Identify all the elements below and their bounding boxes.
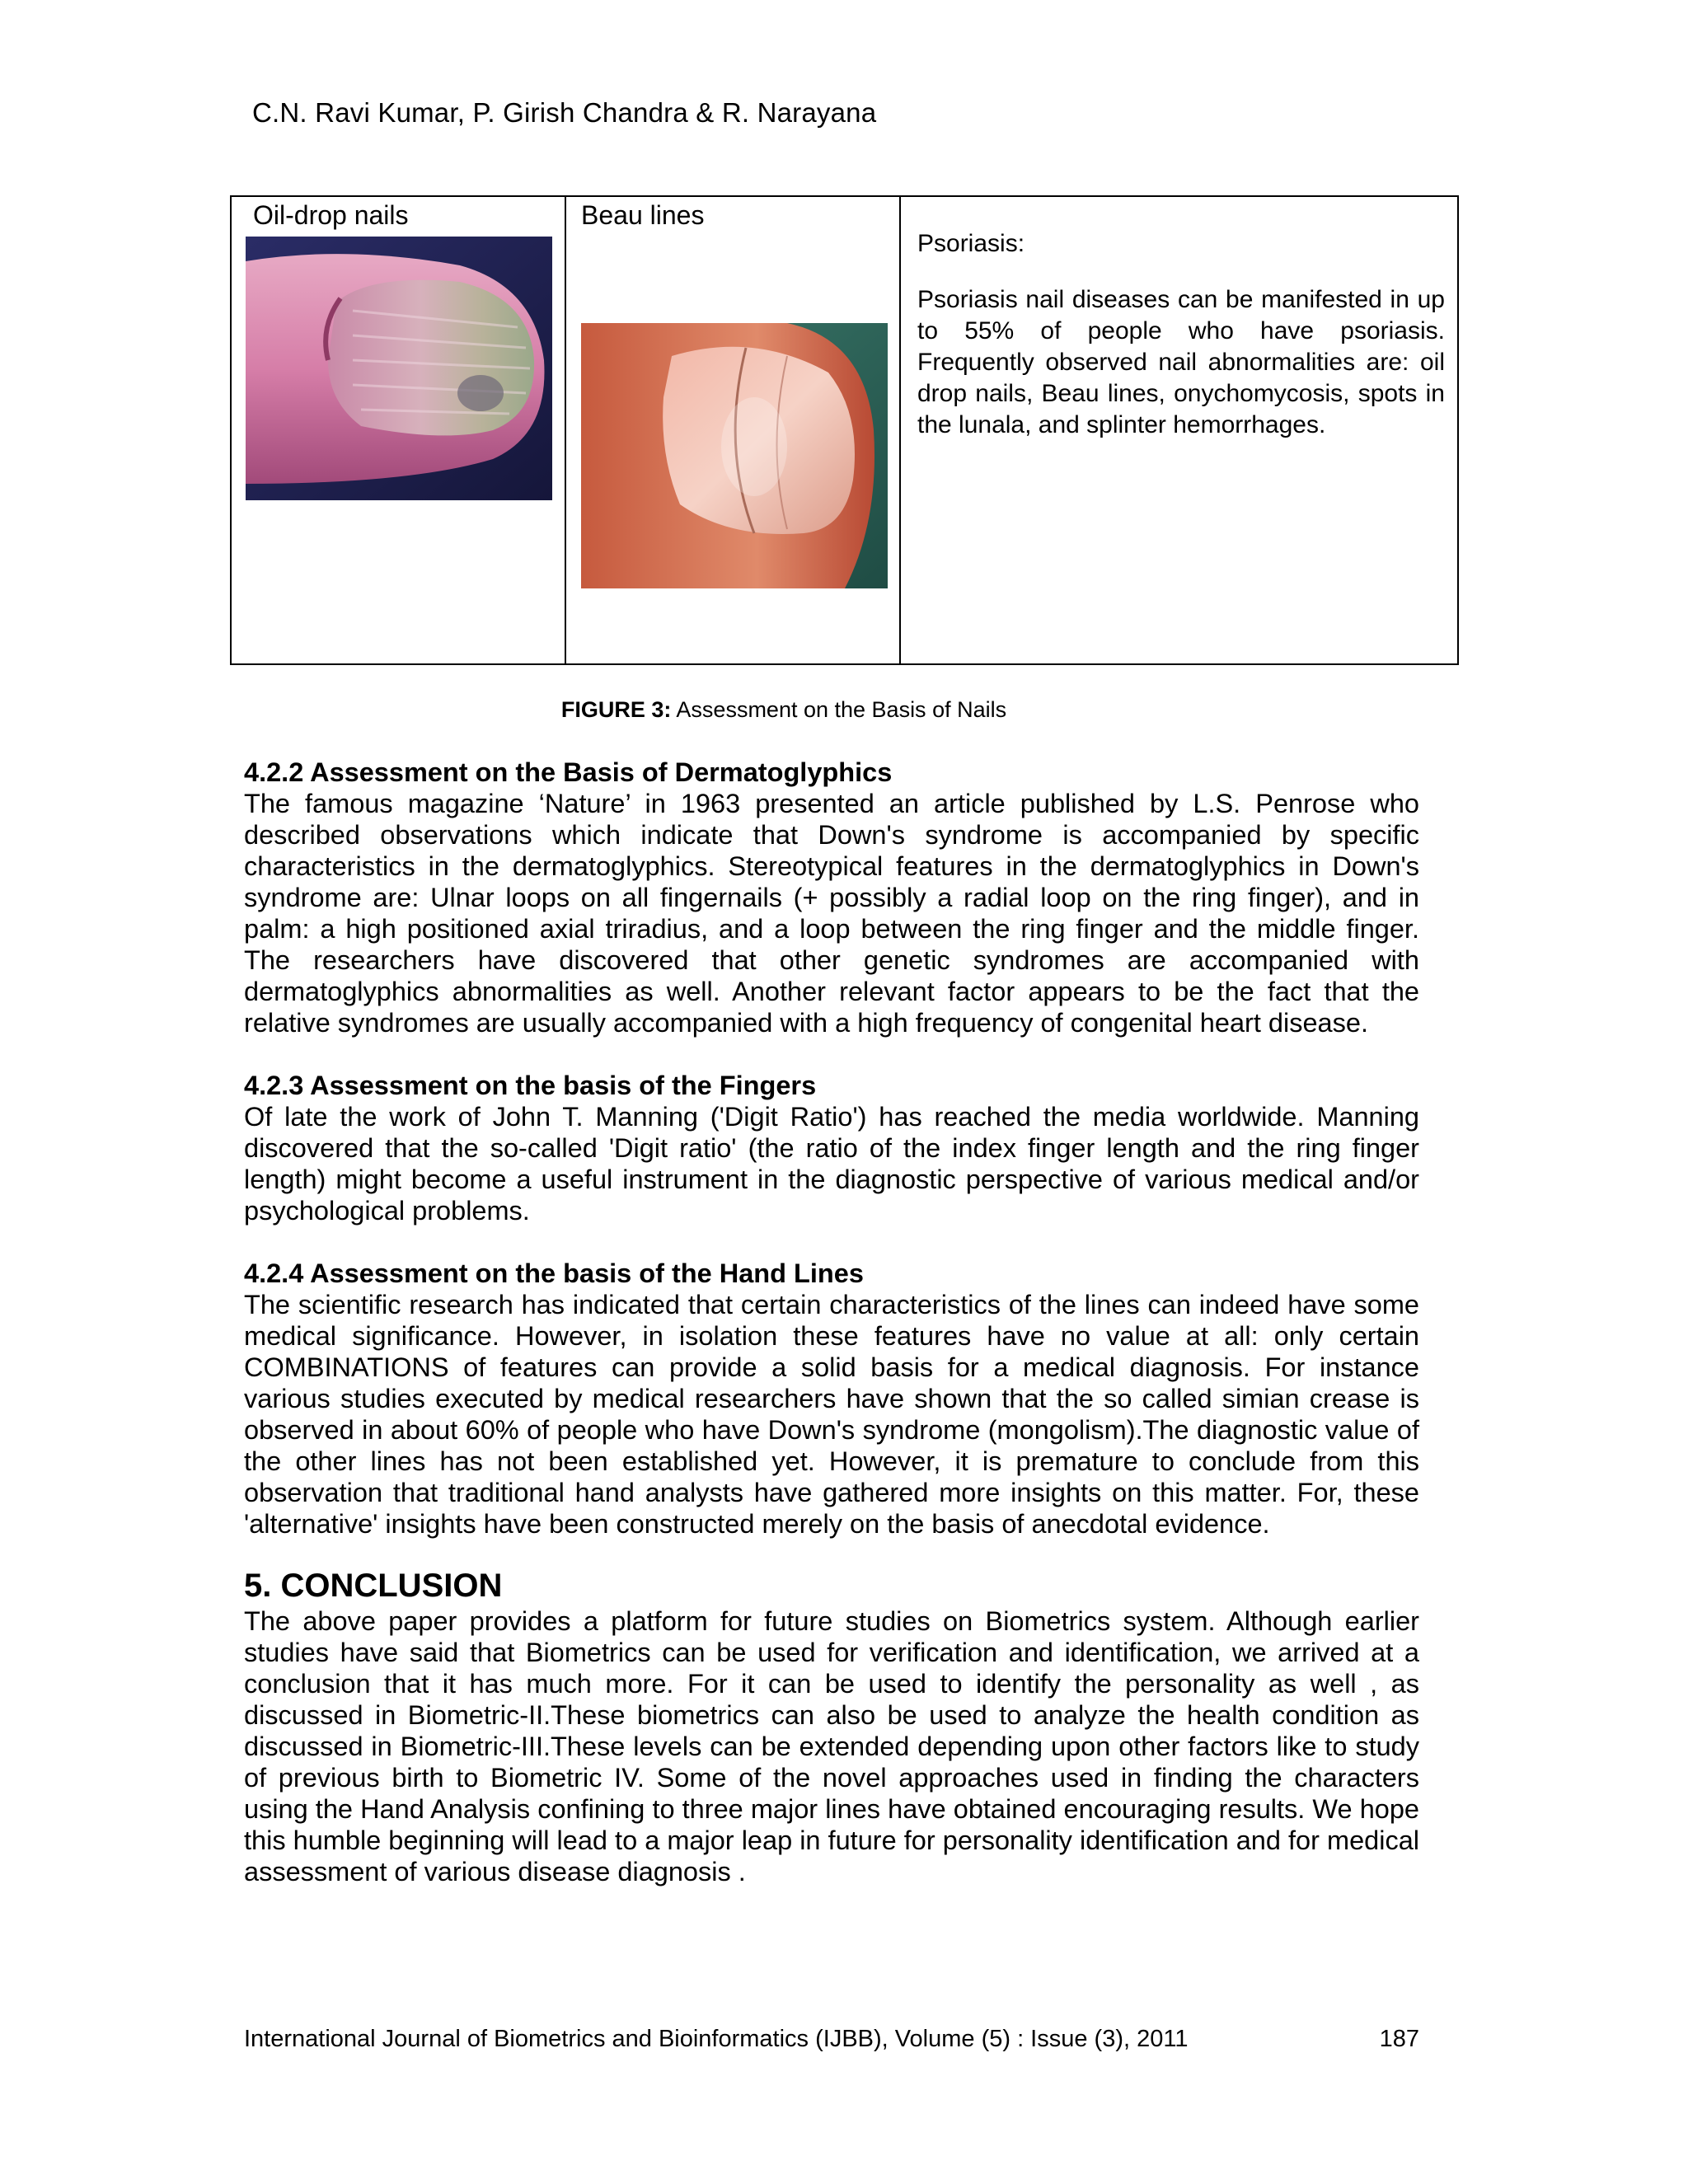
section-4-2-4-text: The scientific research has indicated that certain characteristics of the lines can indeed have some medical significance. However, in isolation these features have no value at all: only certain COMBINATIONS of features can provide a solid basis for a medical diagnosis. For instance various studies executed by medical researchers have shown that the so called simian crease is observed in about 60% of people who have Down's syndrome (mongolism).The diagnostic value of the other lines has not been established yet. However, it is premature to conclude from this observation that traditional hand analysts have gathered more insights on this matter. For, these 'alternative' insights have been constructed merely on the basis of anecdotal evidence. [244,1290,1419,1539]
psoriasis-heading: Psoriasis: [917,230,1025,257]
figure-table [230,195,1459,665]
beau-lines-nail-photo [581,323,888,588]
conclusion-heading: 5. CONCLUSION [244,1568,503,1604]
figure-cell-oil-drop [231,196,565,664]
figure-cell-beau-lines [565,196,900,664]
caption-label: FIGURE 3: [560,697,672,722]
running-head: C.N. Ravi Kumar, P. Girish Chandra & R. Narayana [252,97,877,128]
section-conclusion [244,1566,1419,1887]
footer-journal: International Journal of Biometrics and Bioinformatics (IJBB), Volume (5) : Issue (3), 2011 [244,2026,1189,2052]
section-4-2-3-text: Of late the work of John T. Manning ('Digit Ratio') has reached the media worldwide. Manning discovered that the so-called 'Digit ratio' (the ratio of the index finger length and the ring finger length) might become a useful instrument in the diagnostic perspective of various medical and/or psychological problems. [244,1102,1419,1226]
page-number: 187 [1379,2026,1419,2052]
page-footer [244,2026,1419,2053]
section-4-2-2 [244,757,1419,1038]
section-4-2-3 [244,1070,1419,1226]
figure-caption [0,697,1568,723]
section-4-2-2-heading: 4.2.2 Assessment on the Basis of Dermatoglyphics [244,757,893,787]
conclusion-text: The above paper provides a platform for future studies on Biometrics system. Although earlier studies have said that Biometrics can be used for verification and identification, we arrived at a conclusion that it has much more. For it can be used to identify the personality as well , as discussed in Biometric-II.These biometrics can also be used to analyze the health condition as discussed in Biometric-III.These levels can be extended depending upon other factors like to study of previous birth to Biometric IV. Some of the novel approaches used in finding the characters using the Hand Analysis confining to three major lines have obtained encouraging results. We hope this humble beginning will lead to a major leap in future for personality identification and for medical assessment of various disease diagnosis . [244,1606,1419,1886]
section-4-2-2-text: The famous magazine ‘Nature’ in 1963 presented an article published by L.S. Penrose who described observations which indicate that Down's syndrome is accompanied by specific characteristics in the dermatoglyphics. Stereotypical features in the dermatoglyphics in Down's syndrome are: Ulnar loops on all fingernails (+ possibly a radial loop on the ring finger), and in palm: a high positioned axial triradius, and a loop between the ring finger and the middle finger. The researchers have discovered that other genetic syndromes are accompanied with dermatoglyphics abnormalities as well. Another relevant factor appears to be the fact that the relative syndromes are usually accompanied with a high frequency of congenital heart disease. [244,789,1419,1038]
section-4-2-3-heading: 4.2.3 Assessment on the basis of the Fingers [244,1071,817,1100]
beau-lines-label: Beau lines [581,200,705,230]
psoriasis-text: Psoriasis nail diseases can be manifested in up to 55% of people who have psoriasis. Frequently observed nail abnormalities are: oil drop nails, Beau lines, onychomycosis, spots in the lunala, and splinter hemorrhages. [917,286,1445,438]
caption-text: Assessment on the Basis of Nails [671,697,1007,722]
figure-cell-psoriasis [900,196,1458,664]
oil-drop-label: Oil-drop nails [253,200,409,230]
section-4-2-4-heading: 4.2.4 Assessment on the basis of the Hand Lines [244,1258,864,1288]
section-4-2-4 [244,1258,1419,1540]
oil-drop-nail-photo [246,237,552,500]
